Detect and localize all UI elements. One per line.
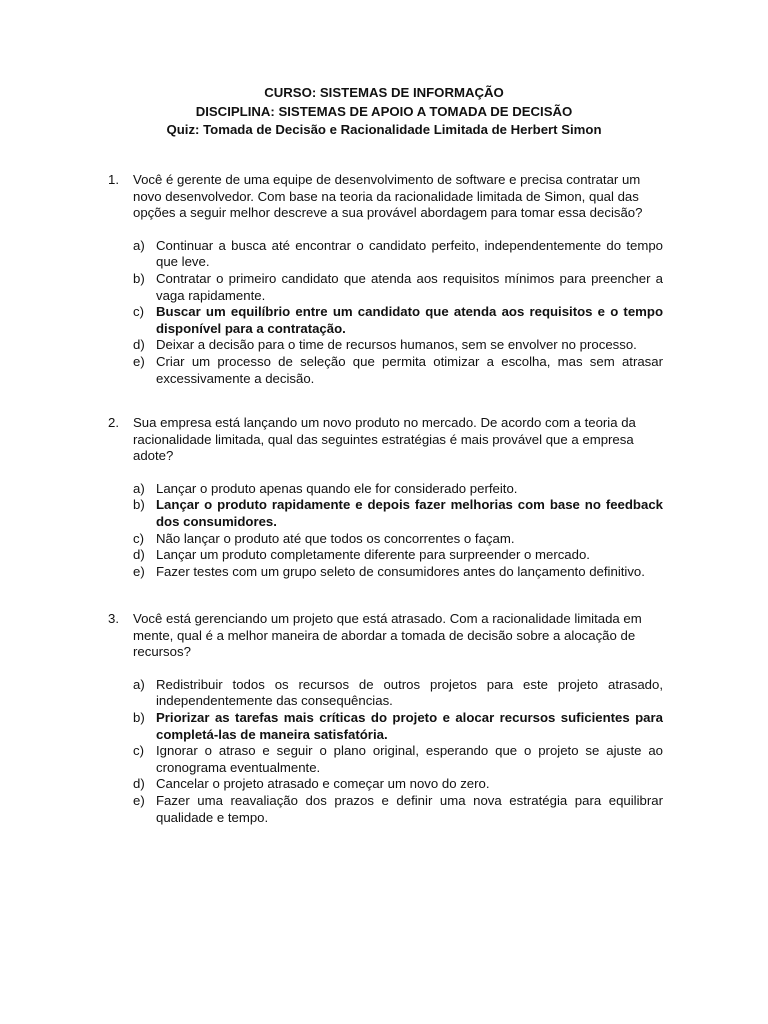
option-a (133, 677, 663, 710)
option-text: Contratar o primeiro candidato que atenda aos requisitos mínimos para preencher a vaga rapidamente. (156, 270, 663, 303)
option-c (133, 531, 663, 548)
option-text: Redistribuir todos os recursos de outros projetos para este projeto atrasado, independentemente das consequências. (156, 676, 663, 709)
option-d (133, 776, 663, 793)
option-letter: b) (133, 270, 145, 286)
option-c-highlighted (133, 304, 663, 337)
question-number: 2. (108, 415, 119, 430)
option-e (133, 793, 663, 826)
question-text: Sua empresa está lançando um novo produto no mercado. De acordo com a teoria da racionalidade limitada, qual das seguintes estratégias é mais provável que a empresa adote? (133, 415, 636, 464)
quiz-title: Quiz: Tomada de Decisão e Racionalidade Limitada de Herbert Simon (166, 122, 602, 137)
option-list (133, 677, 663, 826)
option-e (133, 564, 663, 581)
option-text: Lançar o produto rapidamente e depois fazer melhorias com base no feedback dos consumidores. (156, 497, 663, 529)
option-text: Continuar a busca até encontrar o candidato perfeito, independentemente do tempo que leve. (156, 237, 663, 270)
option-text: Deixar a decisão para o time de recursos humanos, sem se envolver no processo. (156, 337, 637, 353)
option-letter: a) (133, 237, 145, 253)
option-letter: e) (133, 353, 145, 369)
option-text: Priorizar as tarefas mais críticas do projeto e alocar recursos suficientes para completá-las de maneira satisfatória. (156, 709, 663, 742)
option-list (133, 238, 663, 387)
option-text: Ignorar o atraso e seguir o plano original, esperando que o projeto se ajuste ao cronograma eventualmente. (156, 743, 663, 775)
question-number: 3. (108, 611, 119, 626)
question-text: Você é gerente de uma equipe de desenvolvimento de software e precisa contratar um novo desenvolvedor. Com base na teoria da racionalidade limitada de Simon, qual das opções a seguir melhor descreve a sua provável abordagem para tomar essa decisão? (133, 172, 643, 221)
question-stem (108, 172, 663, 222)
document-header (0, 84, 768, 140)
option-a (133, 238, 663, 271)
option-text: Fazer testes com um grupo seleto de consumidores antes do lançamento definitivo. (156, 563, 645, 579)
option-text: Lançar um produto completamente diferente para surpreender o mercado. (156, 547, 590, 563)
option-b-highlighted (133, 497, 663, 530)
option-letter: c) (133, 743, 144, 759)
option-text: Não lançar o produto até que todos os concorrentes o façam. (156, 530, 515, 546)
option-d (133, 337, 663, 354)
option-c (133, 743, 663, 776)
option-letter: d) (133, 337, 145, 353)
option-d (133, 547, 663, 564)
option-a (133, 481, 663, 498)
option-letter: d) (133, 547, 145, 563)
option-text: Criar um processo de seleção que permita otimizar a escolha, mas sem atrasar excessivamente a decisão. (156, 353, 663, 386)
option-letter: a) (133, 676, 145, 692)
question-2 (108, 415, 663, 580)
option-text: Cancelar o projeto atrasado e começar um novo do zero. (156, 776, 490, 792)
question-stem (108, 611, 663, 661)
question-stem (108, 415, 663, 465)
option-text: Buscar um equilíbrio entre um candidato que atenda aos requisitos e o tempo disponível para a contratação. (156, 304, 663, 336)
course-title: CURSO: SISTEMAS DE INFORMAÇÃO (264, 85, 504, 100)
option-letter: e) (133, 792, 145, 808)
option-letter: a) (133, 480, 145, 496)
question-3 (108, 611, 663, 826)
option-letter: c) (133, 304, 144, 320)
option-list (133, 481, 663, 581)
option-letter: b) (133, 709, 145, 725)
question-1 (108, 172, 663, 387)
discipline-title: DISCIPLINA: SISTEMAS DE APOIO A TOMADA DE DECISÃO (195, 103, 573, 119)
question-number: 1. (108, 172, 119, 187)
option-b (133, 271, 663, 304)
option-letter: c) (133, 530, 144, 546)
option-e (133, 354, 663, 387)
option-text: Fazer uma reavaliação dos prazos e definir uma nova estratégia para equilibrar qualidade e tempo. (156, 792, 663, 825)
option-letter: b) (133, 497, 145, 513)
option-b-highlighted (133, 710, 663, 743)
option-text: Lançar o produto apenas quando ele for considerado perfeito. (156, 480, 518, 496)
question-text: Você está gerenciando um projeto que está atrasado. Com a racionalidade limitada em mente, qual é a melhor maneira de abordar a tomada de decisão sobre a alocação de recursos? (133, 611, 642, 660)
option-letter: e) (133, 563, 145, 579)
option-letter: d) (133, 776, 145, 792)
